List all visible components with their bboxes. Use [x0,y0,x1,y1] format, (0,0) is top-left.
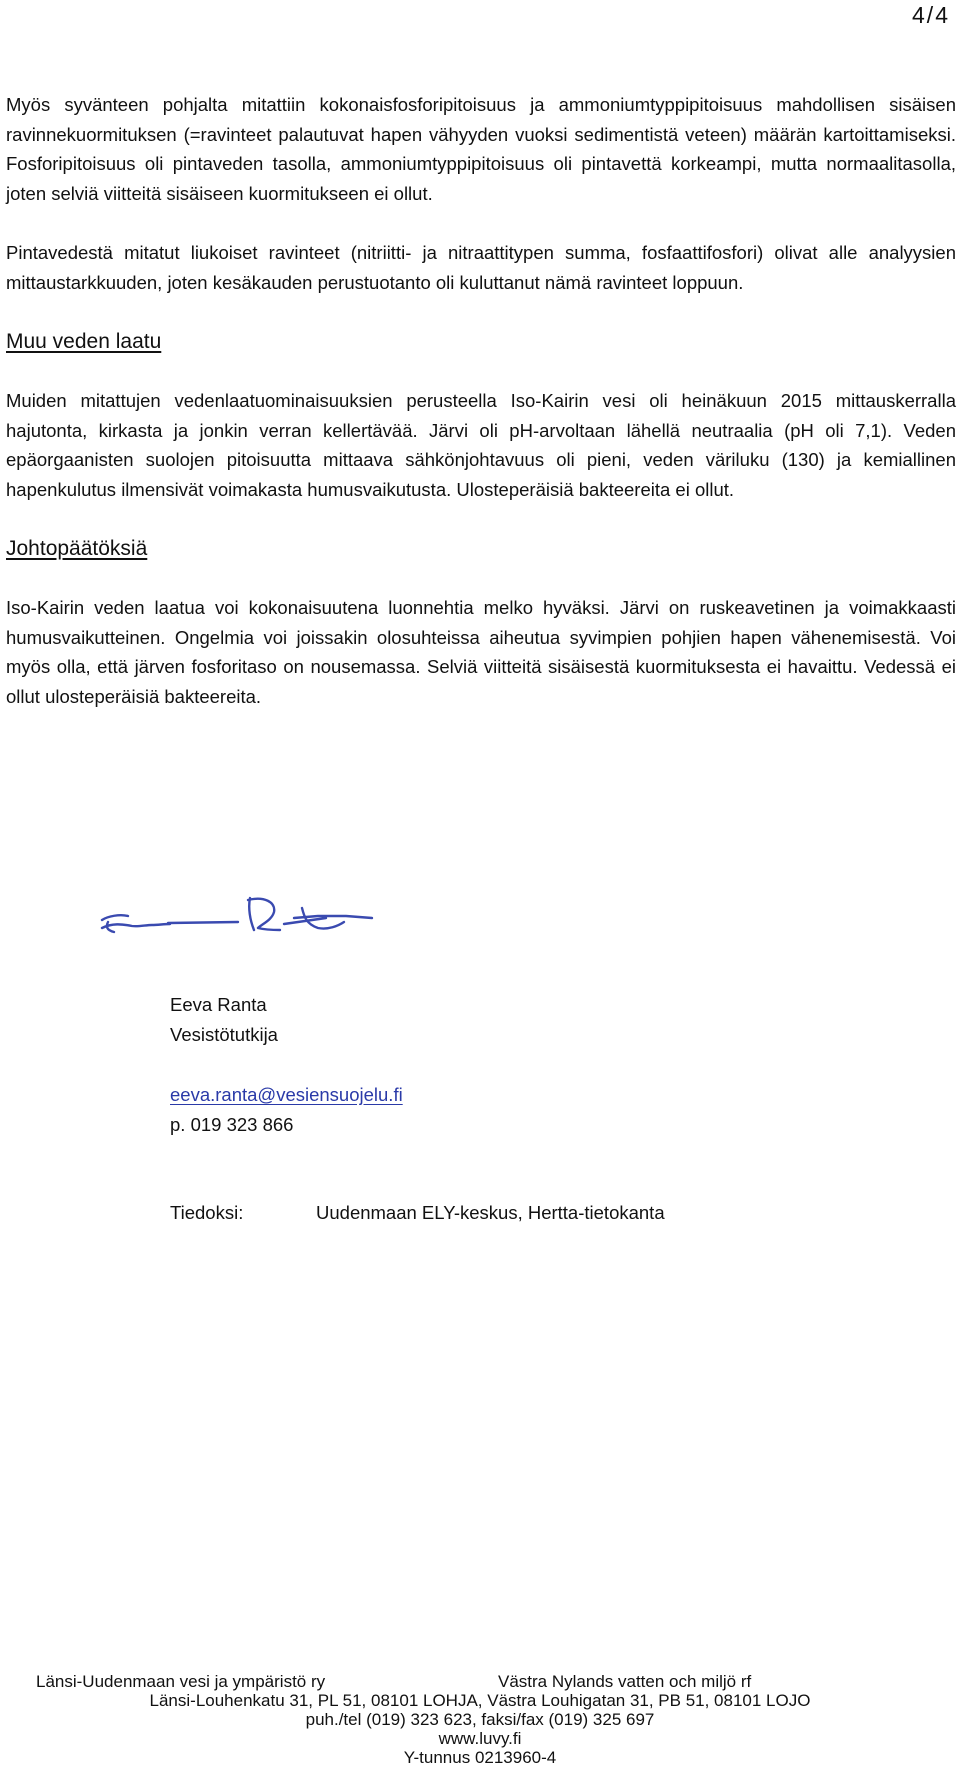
signer-title: Vesistötutkija [170,1024,278,1045]
phone-number: p. 019 323 866 [170,1114,294,1135]
footer-phone: puh./tel (019) 323 623, faksi/fax (019) 325 697 [305,1710,655,1729]
heading-water-quality: Muu veden laatu [6,330,162,353]
footer-org-sv: Västra Nylands vatten och miljö rf [498,1672,752,1691]
footer-business-id: Y-tunnus 0213960-4 [403,1748,557,1767]
footer-website[interactable]: www.luvy.fi [438,1729,522,1748]
distribution-label: Tiedoksi: [170,1202,244,1223]
paragraph-conclusions: Iso-Kairin veden laatua voi kokonaisuutena luonnehtia melko hyväksi. Järvi on ruskeavetinen ja voimakkaasti humusvaikutteinen. Ongelmia voi joissakin olosuhteissa aiheutua syvimpien pohjien hapen vähenemisestä. Voi myös olla, että järven fosforitaso on nousemassa. Selviä viitteitä sisäisestä kuormituksesta ei havaittu. Vedessä ei ollut ulosteperäisiä bakteereita. [6,597,956,707]
signer-name: Eeva Ranta [170,994,267,1015]
letterhead-footer [0,1672,960,1767]
handwritten-signature [98,890,398,940]
distribution-value: Uudenmaan ELY-keskus, Hertta-tietokanta [316,1202,665,1223]
footer-org-fi: Länsi-Uudenmaan vesi ja ympäristö ry [36,1672,326,1691]
distribution-line [170,1198,665,1228]
page-number: 4/4 [912,2,950,28]
heading-conclusions: Johtopäätöksiä [6,537,148,560]
email-link[interactable]: eeva.ranta@vesiensuojelu.fi [170,1084,403,1105]
paragraph-water-quality: Muiden mitattujen vedenlaatuominaisuuksien perusteella Iso-Kairin vesi oli heinäkuun 2015 mittauskerralla hajutonta, kirkasta ja jonkin verran kellertävää. Järvi oli pH-arvoltaan lähellä neutraalia (pH oli 7,1). Veden epäorgaanisten suolojen pitoisuutta mittaava sähkönjohtavuus oli pieni, veden väriluku (130) ja kemiallinen hapenkulutus ilmensivät voimakasta humusvaikutusta. Ulosteperäisiä bakteereita ei ollut. [6,390,956,500]
paragraph-soluble-nutrients: Pintavedestä mitatut liukoiset ravinteet (nitriitti- ja nitraattitypen summa, fosfaattifosfori) olivat alle analyysien mittaustarkkuuden, joten kesäkauden perustuotanto oli kuluttanut nämä ravinteet loppuun. [6,242,956,293]
signature-block [170,990,403,1140]
footer-address: Länsi-Louhenkatu 31, PL 51, 08101 LOHJA, Västra Louhigatan 31, PB 51, 08101 LOJO [149,1691,811,1710]
document-body [6,90,956,741]
paragraph-internal-loading: Myös syvänteen pohjalta mitattiin kokonaisfosforipitoisuus ja ammoniumtyppipitoisuus mahdollisen sisäisen ravinnekuormituksen (=ravinteet palautuvat hapen vähyyden vuoksi sedimentistä veteen) määrän kartoittamiseksi. Fosforipitoisuus oli pintaveden tasolla, ammoniumtyppipitoisuus oli pintavettä korkeampi, mutta normaalitasolla, joten selviä viitteitä sisäiseen kuormitukseen ei ollut. [6,94,956,204]
